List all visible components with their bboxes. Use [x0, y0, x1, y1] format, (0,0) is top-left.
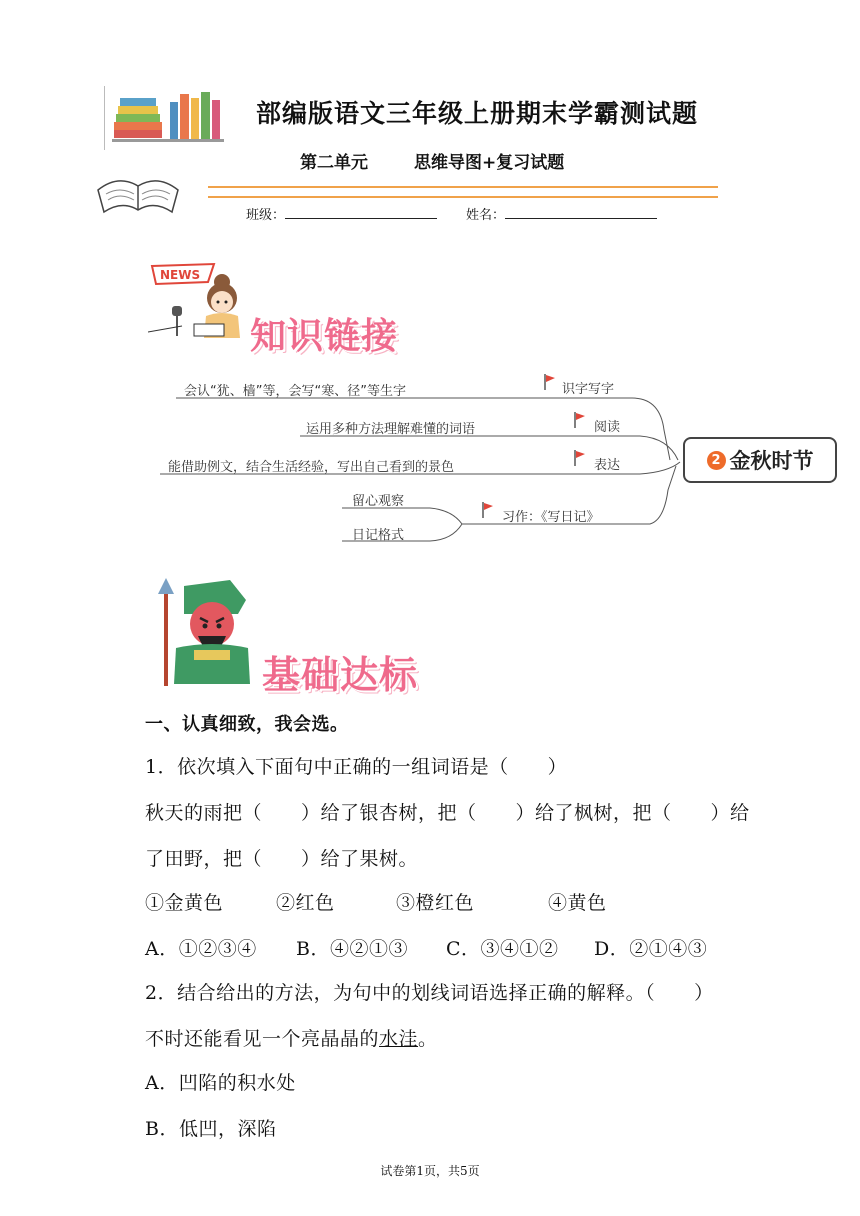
unit-label: 第二单元	[300, 153, 368, 173]
q1-stem: 1．依次填入下面句中正确的一组词语是（ ）	[145, 756, 568, 778]
q1-sentence-line2: 了田野，把（ ）给了果树。	[145, 848, 419, 870]
flag-icon	[482, 502, 494, 518]
q2-sentence-after: 。	[418, 1028, 438, 1050]
page-footer: 试卷第1页，共5页	[380, 1164, 480, 1178]
q1-option-b[interactable]: B．④②①③	[296, 938, 408, 960]
flag-icon	[574, 412, 586, 428]
q1-word-3: ③橙红色	[396, 892, 475, 914]
knowledge-link-banner: 知识链接	[250, 316, 399, 357]
name-label: 姓名：	[466, 208, 506, 223]
q1-option-c[interactable]: C．③④①②	[446, 938, 559, 960]
q1-sentence-line1: 秋天的雨把（ ）给了银杏树，把（ ）给了枫树，把（ ）给	[145, 802, 750, 824]
branch-detail-reading: 运用多种方法理解难懂的词语	[306, 422, 476, 437]
branch-detail-diary-format: 日记格式	[352, 528, 405, 543]
q2-stem: 2．结合给出的方法，为句中的划线词语选择正确的解释。（ ）	[145, 982, 714, 1004]
branch-detail-expression: 能借助例文，结合生活经验，写出自己看到的景色	[168, 460, 455, 475]
q1-word-4: ④黄色	[548, 892, 607, 914]
news-badge-text: NEWS	[160, 268, 201, 282]
q2-sentence-before: 不时还能看见一个亮晶晶的	[145, 1028, 380, 1050]
q2-option-b[interactable]: B．低凹，深陷	[145, 1118, 277, 1140]
basics-banner: 基础达标	[262, 653, 419, 697]
q2-sentence	[145, 1024, 438, 1051]
q1-word-1: ①金黄色	[145, 892, 224, 914]
flag-icon	[544, 374, 556, 390]
guan-yu-illustration	[154, 574, 258, 690]
topic-title: 金秋时节	[729, 449, 814, 473]
document-title: 部编版语文三年级上册期末学霸测试题	[256, 99, 699, 128]
branch-label-literacy: 识字写字	[562, 382, 615, 397]
branch-label-writing: 习作：《写日记》	[502, 510, 600, 525]
document-subtitle: 思维导图+复习试题	[414, 153, 565, 173]
q1-word-2: ②红色	[276, 892, 335, 914]
flag-icon	[574, 450, 586, 466]
branch-detail-literacy: 会认“犹、樯”等，会写“寒、径”等生字	[184, 384, 406, 399]
topic-number-badge: 2	[707, 451, 726, 470]
branch-detail-observe: 留心观察	[352, 494, 405, 509]
class-label: 班级：	[246, 208, 286, 223]
section-heading: 一、认真细致，我会选。	[145, 714, 349, 735]
q2-option-a[interactable]: A．凹陷的积水处	[145, 1072, 296, 1094]
branch-label-reading: 阅读	[594, 420, 621, 435]
mindmap-central-topic	[683, 437, 837, 483]
q1-option-a[interactable]: A．①②③④	[145, 938, 257, 960]
q1-option-d[interactable]: D．②①④③	[594, 938, 708, 960]
q2-underlined-word: 水洼	[379, 1028, 419, 1050]
branch-label-expression: 表达	[594, 458, 621, 473]
